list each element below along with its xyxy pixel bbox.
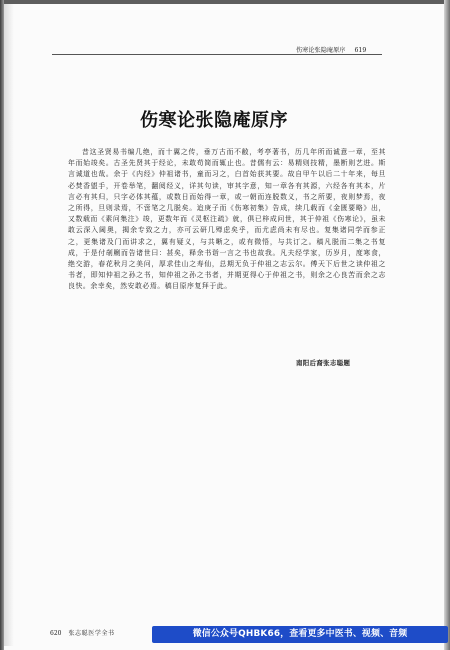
page-title: 伤寒论张隐庵原序 (140, 110, 288, 131)
scan-edge-top (0, 0, 450, 4)
preface-body (68, 147, 386, 293)
scan-edge-right (444, 0, 450, 650)
running-head-title: 伤寒论张隐庵原序 (296, 47, 346, 54)
gutter-shadow (4, 4, 14, 646)
running-head (296, 45, 366, 54)
top-page-number: 619 (354, 47, 367, 54)
preface-paragraph: 昔这圣贤易书编几绝，而十翼之传，垂万古而不敝，考亭著书，历几年所而诚意一章，至其年而始竣矣。古圣先贤其于经论，未敢苟简而辄止也。昔儒有云：易精则技精，墨断则艺进。斯言诚道也哉。余于《内经》仲祖诸书，童而习之，白首始获其要。故自甲午以后二十年来，每旦必焚香盥手，开卷举笔，翻阅经义，详其句读，审其字意，知一章各有其源，六经各有其本，片言必有其归，只字必体其蕴，或数日而始得一章，或一朝而连脱数义，书之所要，夜则梦焉，夜之所得，旦则录焉，不啻笔之几脱矣。迨庚子而《伤寒初集》告成，续几载而《金匮要略》出，又数载而《素问集注》竣，更数年而《灵枢注疏》就，俱已梓成问世，其于仲祖《伤寒论》，虽未敢云深入阃奥，揭余专致之力，亦可云研几殚虑矣乎，而尤虑尚未有尽也。复集诸同学而参正之，更集诸及门而讲求之，翼有疑义，与共晰之，或有微悟，与共订之。稿凡脱而二集之书复成，于是付剞劂而告诸世曰：甚矣，释余书诣一言之书也故我。凡夫经学家，历岁月，度寒食，绝交游，春花秋月之美问，厚求佳山之寿仙，总期无负于仲祖之志云尔。傅天下后世之读仲祖之书者，即知仲祖之孙之书，知仲祖之孙之书者，并期更得心于仲祖之书，则余之心良苦而余之志良快。余幸矣，然安敢必焉。稿目原序复拜于此。 (68, 148, 386, 291)
watermark-banner: 微信公众号QHBK66，查看更多中医书、视频、音频 (152, 626, 448, 643)
page-footer (50, 628, 115, 637)
header-rule (52, 54, 382, 55)
author-signature: 南阳后裔张志聪题 (296, 359, 351, 367)
footer-book-title: 张志聪医学全书 (68, 630, 115, 637)
bottom-page-number: 620 (50, 630, 62, 637)
